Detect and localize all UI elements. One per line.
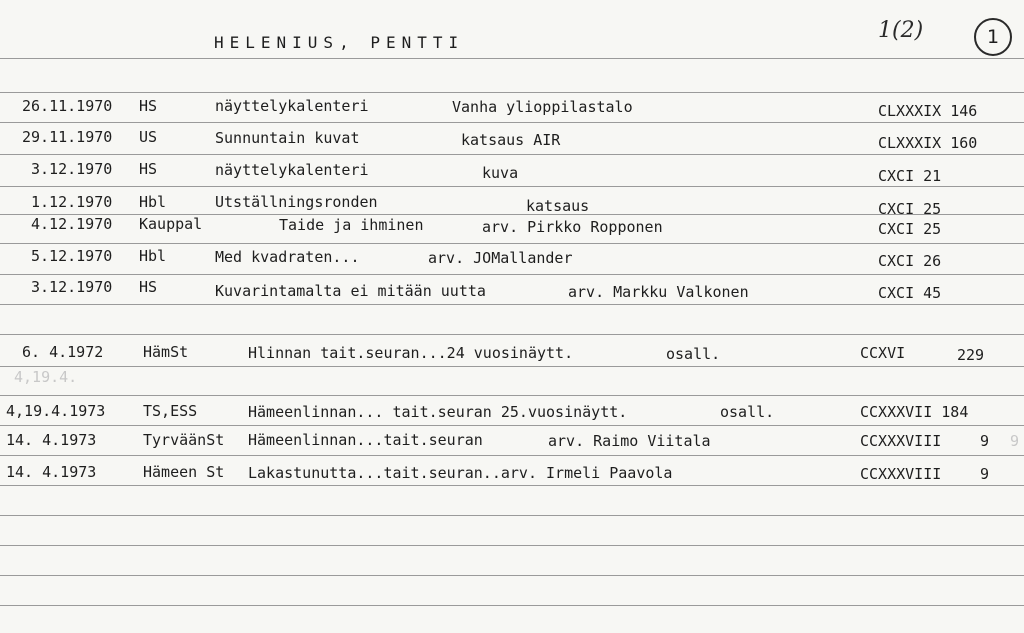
entry-title: Hämeenlinnan... tait.seuran 25.vuosinäytt.: [248, 403, 628, 421]
entry-reference: CXCI 45: [878, 284, 942, 302]
entry-date: 14. 4.1973: [6, 463, 97, 481]
entry-date: 6. 4.1972: [22, 343, 104, 361]
entry-note: Vanha ylioppilastalo: [452, 98, 633, 116]
entry-paper: US: [139, 128, 158, 146]
entry-note: osall.: [666, 345, 721, 363]
entry-paper: Hbl: [139, 247, 167, 265]
entry-paper: HS: [139, 160, 158, 178]
entry-page: 9: [980, 432, 990, 450]
entry-note: katsaus: [526, 197, 590, 215]
entry-reference: CCXXXVIII: [860, 432, 942, 450]
entry-title: näyttelykalenteri: [215, 97, 369, 115]
rule-line: [0, 425, 1024, 426]
entry-paper: TyrväänSt: [143, 431, 225, 449]
entry-date: 3.12.1970: [31, 278, 113, 296]
entry-note: arv. Pirkko Ropponen: [482, 218, 663, 236]
entry-date: 5.12.1970: [31, 247, 113, 265]
rule-line: [0, 58, 1024, 59]
entry-note: osall.: [720, 403, 775, 421]
entry-title: Lakastunutta...tait.seuran..arv. Irmeli Paavola: [248, 464, 673, 482]
rule-line: [0, 243, 1024, 244]
entry-note: arv. Raimo Viitala: [548, 432, 711, 450]
entry-date: 1.12.1970: [31, 193, 113, 211]
entry-note: katsaus AIR: [461, 131, 561, 149]
entry-date: 26.11.1970: [22, 97, 113, 115]
entry-title: näyttelykalenteri: [215, 161, 369, 179]
entry-reference: CXCI 25: [878, 220, 942, 238]
entry-reference: CXCI 21: [878, 167, 942, 185]
entry-reference: CCXXXVII 184: [860, 403, 969, 421]
show-through-text: 4,19.4.: [14, 368, 78, 386]
entry-note: kuva: [482, 164, 519, 182]
entry-reference: CCXXXVIII: [860, 465, 942, 483]
entry-paper: Kauppal: [139, 215, 203, 233]
card-number-circle: 1: [974, 18, 1012, 56]
entry-date: 4.12.1970: [31, 215, 113, 233]
rule-line: [0, 334, 1024, 335]
entry-title: Med kvadraten...: [215, 248, 360, 266]
entry-date: 3.12.1970: [31, 160, 113, 178]
rule-line: [0, 366, 1024, 367]
show-through-text: 9: [1010, 432, 1020, 450]
entry-paper: HämSt: [143, 343, 189, 361]
entry-title: Hämeenlinnan...tait.seuran: [248, 431, 483, 449]
entry-paper: HS: [139, 97, 158, 115]
rule-line: [0, 485, 1024, 486]
entry-note: arv. Markku Valkonen: [568, 283, 749, 301]
rule-line: [0, 304, 1024, 305]
entry-date: 14. 4.1973: [6, 431, 97, 449]
entry-page: 9: [980, 465, 990, 483]
entry-title: Utställningsronden: [215, 193, 378, 211]
rule-line: [0, 395, 1024, 396]
entry-paper: Hbl: [139, 193, 167, 211]
rule-line: [0, 575, 1024, 576]
entry-title: Sunnuntain kuvat: [215, 129, 360, 147]
entry-title: Kuvarintamalta ei mitään uutta: [215, 282, 486, 300]
entry-date: 4,19.4.1973: [6, 402, 106, 420]
entry-reference: CLXXXIX 160: [878, 134, 978, 152]
entry-note: arv. JOMallander: [428, 249, 573, 267]
rule-line: [0, 186, 1024, 187]
rule-line: [0, 545, 1024, 546]
rule-line: [0, 154, 1024, 155]
entry-reference: CXCI 25: [878, 200, 942, 218]
entry-reference: CXCI 26: [878, 252, 942, 270]
entry-paper: TS,ESS: [143, 402, 198, 420]
entry-paper: Hämeen St: [143, 463, 225, 481]
entry-reference: CCXVI: [860, 344, 906, 362]
entry-paper: HS: [139, 278, 158, 296]
entry-title: Hlinnan tait.seuran...24 vuosinäytt.: [248, 344, 574, 362]
rule-line: [0, 92, 1024, 93]
rule-line: [0, 515, 1024, 516]
entry-date: 29.11.1970: [22, 128, 113, 146]
rule-line: [0, 455, 1024, 456]
card-title: HELENIUS, PENTTI: [214, 33, 465, 52]
entry-page: 229: [957, 346, 985, 364]
entry-reference: CLXXXIX 146: [878, 102, 978, 120]
rule-line: [0, 605, 1024, 606]
sheet-number: 1(2): [878, 18, 924, 43]
rule-line: [0, 274, 1024, 275]
rule-line: [0, 122, 1024, 123]
entry-title: Taide ja ihminen: [279, 216, 424, 234]
